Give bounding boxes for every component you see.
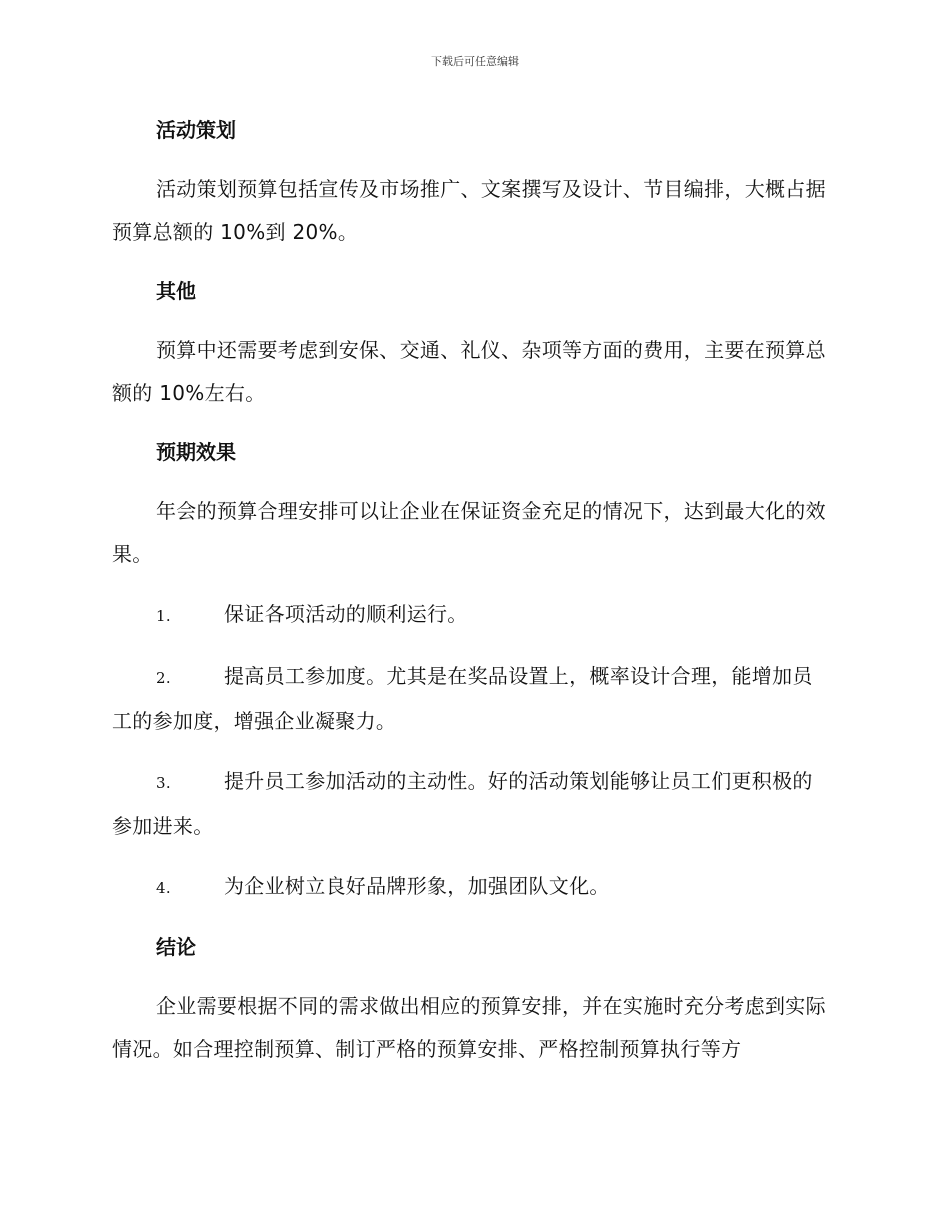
section-heading-expected-effect: 预期效果 — [156, 440, 236, 464]
list-item-text: 提高员工参加度。尤其是在奖品设置上，概率设计合理，能增加员工的参加度，增强企业凝聚力。 — [112, 664, 813, 733]
list-item-text: 为企业树立良好品牌形象，加强团队文化。 — [224, 874, 610, 898]
list-item-number: 1. — [156, 607, 171, 625]
list-item — [112, 865, 832, 910]
section-heading-activity-planning: 活动策划 — [156, 118, 236, 142]
list-item — [112, 655, 832, 743]
section-paragraph-expected-effect: 年会的预算合理安排可以让企业在保证资金充足的情况下，达到最大化的效果。 — [112, 499, 826, 566]
document-body — [112, 110, 832, 1088]
list-item-text: 保证各项活动的顺利运行。 — [224, 602, 468, 626]
section-paragraph-other: 预算中还需要考虑到安保、交通、礼仪、杂项等方面的费用，主要在预算总额的 10%左右。 — [112, 338, 826, 405]
list-item-text: 提升员工参加活动的主动性。好的活动策划能够让员工们更积极的参加进来。 — [112, 769, 813, 838]
list-item-number: 3. — [156, 774, 171, 792]
section-heading-conclusion: 结论 — [156, 935, 196, 959]
list-item — [112, 593, 832, 638]
section-heading-other: 其他 — [156, 279, 196, 303]
list-item — [112, 760, 832, 848]
list-item-number: 2. — [156, 669, 171, 687]
section-paragraph-activity-planning: 活动策划预算包括宣传及市场推广、文案撰写及设计、节目编排，大概占据预算总额的 10%到 20%。 — [112, 177, 826, 244]
section-paragraph-conclusion: 企业需要根据不同的需求做出相应的预算安排，并在实施时充分考虑到实际情况。如合理控制预算、制订严格的预算安排、严格控制预算执行等方 — [112, 994, 826, 1061]
page-header: 下载后可任意编辑 — [431, 55, 519, 68]
list-item-number: 4. — [156, 879, 171, 897]
